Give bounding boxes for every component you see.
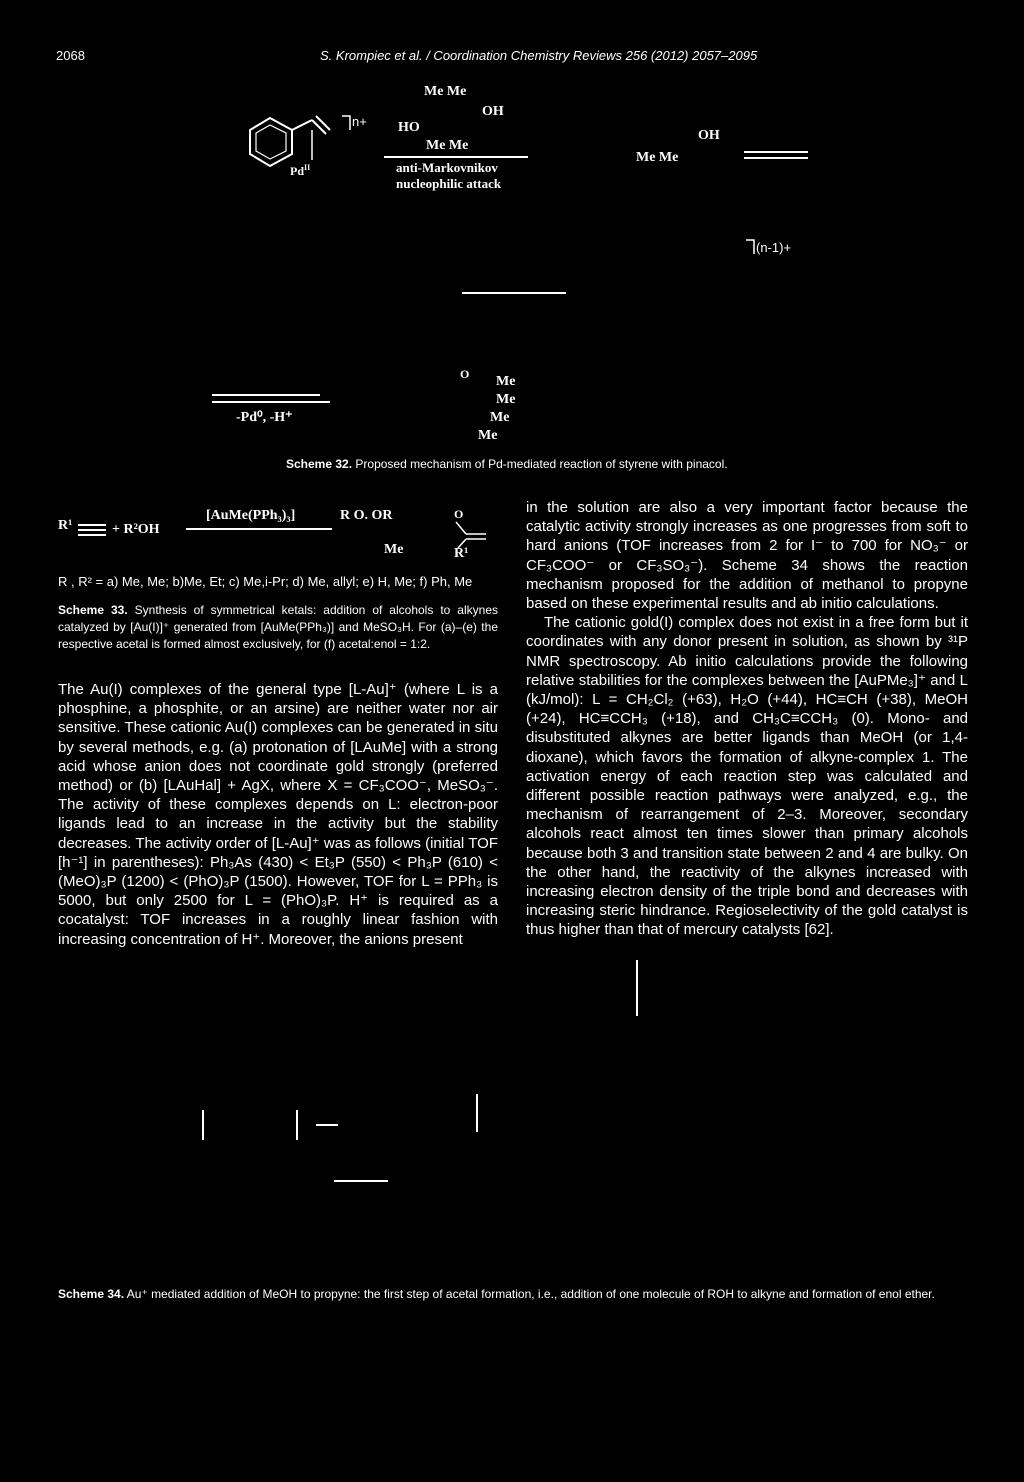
caption-text: Proposed mechanism of Pd-mediated reaction of styrene with pinacol. <box>355 457 728 471</box>
me-a: Me <box>496 374 516 389</box>
scheme-33-caption <box>58 602 498 653</box>
me-d: Me <box>478 428 498 443</box>
caption-label: Scheme 32. <box>286 457 353 471</box>
scheme-34-caption <box>58 1286 978 1303</box>
caption-text: Au⁺ mediated addition of MeOH to propyne: the first step of acetal formation, i.e., addition of one molecule of ROH to alkyne and formation of enol ether. <box>126 1287 935 1301</box>
me-33: Me <box>384 542 404 557</box>
running-title: S. Krompiec et al. / Coordination Chemistry Reviews 256 (2012) 2057–2095 <box>320 48 758 63</box>
me-c: Me <box>490 410 510 425</box>
charge-n-1: (n-1)+ <box>756 240 792 255</box>
me-me-right: Me Me <box>636 150 679 165</box>
arrow-label-1: anti-Markovnikov <box>396 160 498 175</box>
scheme-34-line-5 <box>476 1094 478 1132</box>
oh-top: OH <box>482 104 504 119</box>
me-b: Me <box>496 392 516 407</box>
double-bond-line-a <box>744 151 808 153</box>
o-label: O <box>460 367 470 381</box>
caption-label: Scheme 33. <box>58 603 128 617</box>
double-bond-line-b <box>744 157 808 159</box>
pd-label: $Pd^{II}$ <box>290 163 311 178</box>
left-paragraph: The Au(I) complexes of the general type [L-Au]⁺ (where L is a phosphine, a phosphite, or an arsine) are neither water nor air sensitive. These cationic Au(I) complexes can be generated in situ by several methods, e.g. (a) protonation of [LAuMe] with a strong acid whose anion does not coordinate gold strongly (preferred method) or (b) [LAuHal] + AgX, where X = CF₃COO⁻, MeSO₃⁻. The activity of these complexes depends on L: electron-poor ligands lead to an increase in the activity but the stability decreases. The activity order of [L-Au]⁺ was as follows (initial TOF [h⁻¹] in parentheses): Ph₃As (430) < Et₃P (550) < Ph₃P (610) < (MeO)₃P (1200) < (PhO)₃P (1500). However, TOF for L = PPh₃ is 5000, but only 2500 for L = (PhO)₃P. H⁺ is required as a cocatalyst: TOF increases in a roughly linear fashion with increasing concentration of H⁺. Moreover, the anions present <box>58 681 498 948</box>
scheme-34-line-1 <box>636 960 638 1016</box>
ho-label: HO <box>398 120 420 135</box>
right-paragraph-2: The cationic gold(I) complex does not exist in a free form but it coordinates with any donor present in solution, as shown by ³¹P NMR spectroscopy. Ab initio calculations provide the following relative stabilities for the complexes between the [AuPMe₃]⁺ and L (kJ/mol): L = CH₂Cl₂ (+63), H₂O (+44), HC≡CH (+38), MeOH (+24), HC≡CCH₃ (+18), and CH₃C≡CCH₃ (0). Mono- and disubstituted alkynes are better ligands than MeOH (or 1,4-dioxane), which favors the formation of alkyne-complex 1. The activation energy of each reaction step was calculated and different possible reaction pathways were analyzed, e.g., the mechanism of rearrangement of 2–3. Moreover, secondary alcohols react almost ten times slower than primary alcohols because both 3 and transition state between 2 and 4 are bulky. On the other hand, the reactivity of the alkynes increased with increasing electron density of the triple bond and decreases with increasing steric hindrance. Regioselectivity of the gold catalyst is thus higher than that of mercury catalysts [62]. <box>526 614 968 939</box>
substituents-list: R , R² = a) Me, Me; b)Me, Et; c) Me,i-Pr; d) Me, allyl; e) H, Me; f) Ph, Me <box>58 574 473 589</box>
ro-or-label: R O. OR <box>340 508 393 523</box>
reaction-arrow-33 <box>186 528 332 530</box>
charge-n: n+ <box>352 114 367 129</box>
scheme-34-line-4 <box>316 1124 338 1126</box>
scheme-34-line-3 <box>296 1110 298 1140</box>
reaction-arrow-3b <box>212 401 330 403</box>
scheme-34-line-2 <box>202 1110 204 1140</box>
r1-product: R¹ <box>454 546 469 561</box>
scheme-32-caption <box>286 456 806 473</box>
o-frag: O <box>454 507 464 521</box>
caption-text: Synthesis of symmetrical ketals: addition of alcohols to alkynes catalyzed by [Au(I)]⁺ generated from [AuMe(PPh₃)] and MeSO₃H. For (a)–(e) the respective acetal is formed almost exclusively, for (f) acetal:enol = 1:2. <box>58 603 498 651</box>
me-me-top: Me Me <box>424 84 467 99</box>
catalyst-label: [AuMe(PPh₃)₃] <box>206 508 296 523</box>
arrow-label-2: nucleophilic attack <box>396 176 502 191</box>
triple-bond-c <box>78 534 106 536</box>
plus-r2oh: + R²OH <box>112 522 160 537</box>
scheme-34-line-6 <box>334 1180 388 1182</box>
right-paragraph-1: in the solution are also a very important factor because the catalytic activity strongly increases as one progresses from soft to hard anions (TOF increases from 2 for I⁻ to 700 for NO₃⁻ or CF₃COO⁻ or CF₃SO₃⁻). Scheme 34 shows the reaction mechanism proposed for the addition of methanol to propyne based on these experimental results and ab initio calculations. <box>526 499 968 613</box>
oh-right: OH <box>698 128 720 143</box>
reaction-arrow-2 <box>462 292 566 294</box>
r1-label: R¹ <box>58 518 73 533</box>
triple-bond-b <box>78 529 106 531</box>
me-me-mid: Me Me <box>426 138 469 153</box>
right-column <box>526 498 968 940</box>
page-number: 2068 <box>56 48 85 63</box>
reaction-arrow-1 <box>384 156 528 158</box>
elimination-label: -Pd⁰, -H⁺ <box>236 410 293 425</box>
triple-bond-a <box>78 524 106 526</box>
caption-label: Scheme 34. <box>58 1287 125 1301</box>
left-column <box>58 680 498 949</box>
reaction-arrow-3a <box>212 394 320 396</box>
